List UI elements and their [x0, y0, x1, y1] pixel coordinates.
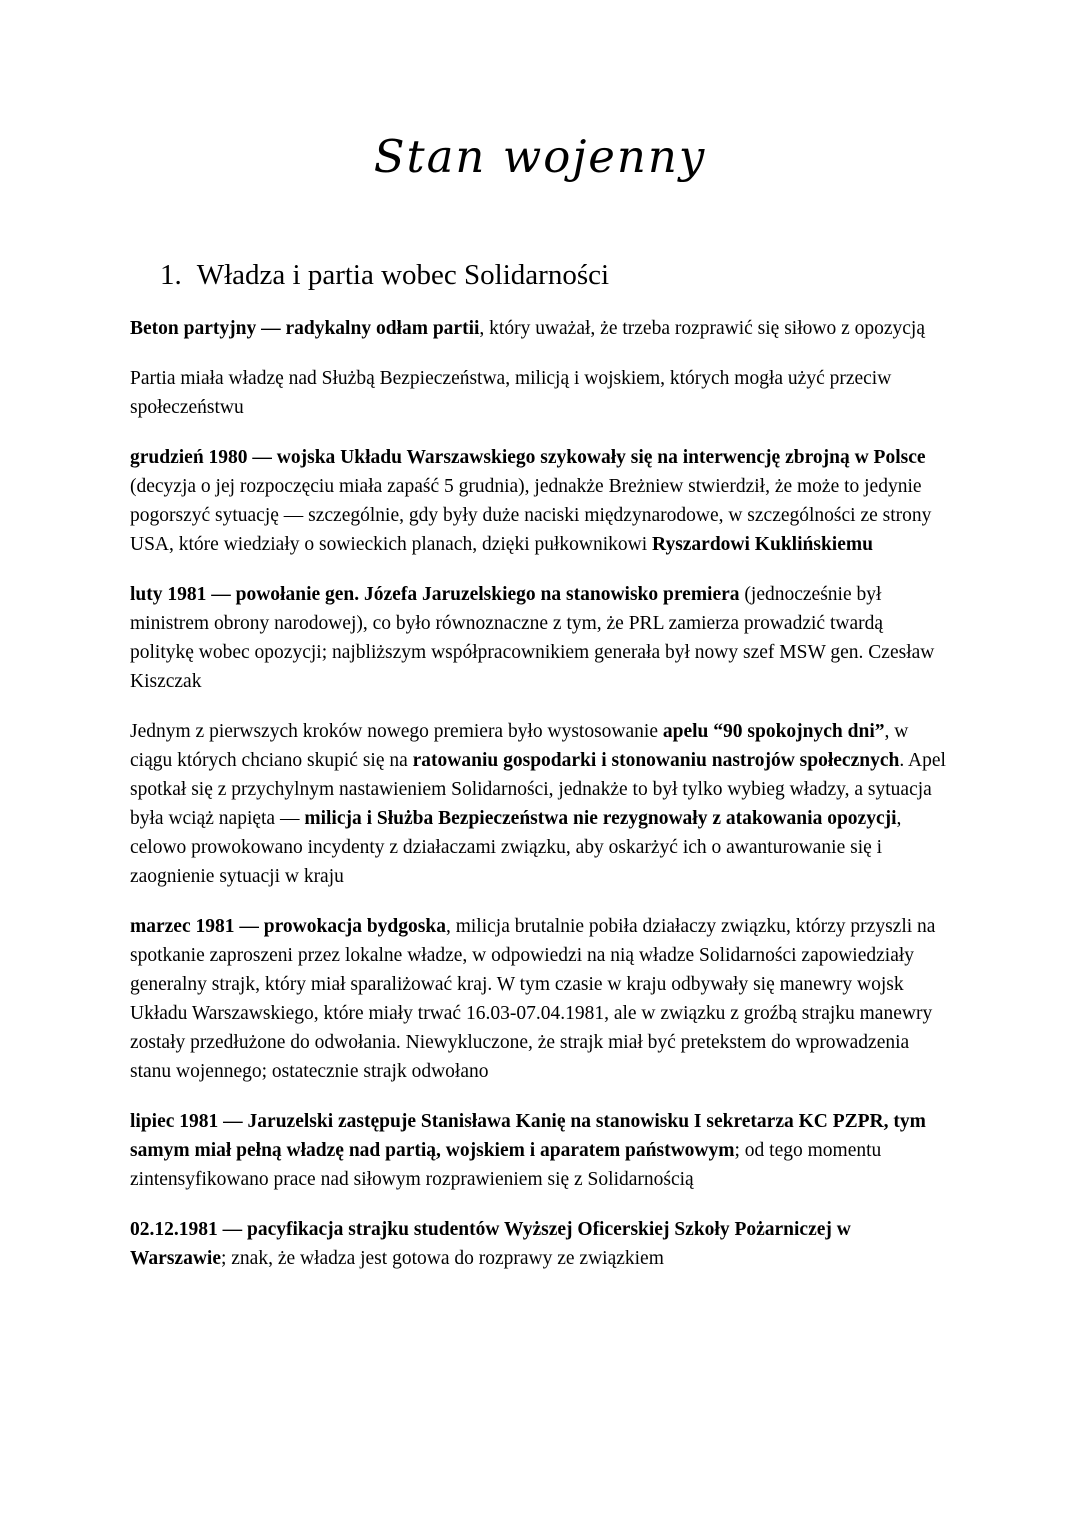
text-run: . Apel spotkał się z przychylnym nastawieniem Solidarności, jednakże to był tylko wybieg władzy, a sytuacja była wciąż napięta — [130, 750, 946, 829]
bold-text-run: Ryszardowi Kuklińskiemu [652, 534, 873, 555]
bold-text-run: 02.12.1981 — pacyfikacja strajku studentów Wyższej Oficerskiej Szkoły Pożarniczej w Warszawie [130, 1219, 851, 1269]
paragraph [130, 717, 950, 891]
document-body [130, 314, 950, 1273]
bold-text-run: grudzień 1980 — wojska Układu Warszawskiego szykowały się na interwencję zbrojną w Polsce [130, 447, 926, 468]
bold-text-run: luty 1981 — powołanie gen. Józefa Jaruzelskiego na stanowisko premiera [130, 584, 740, 605]
bold-text-run: milicja i Służba Bezpieczeństwa nie rezygnowały z atakowania opozycji [304, 808, 897, 829]
text-run: Partia miała władzę nad Służbą Bezpieczeństwa, milicją i wojskiem, których mogła użyć przeciw społeczeństwu [130, 368, 892, 418]
paragraph [130, 1215, 950, 1273]
bold-text-run: ratowaniu gospodarki i stonowaniu nastrojów społecznych [412, 750, 900, 771]
bold-text-run: lipiec 1981 — Jaruzelski zastępuje Stanisława Kanię na stanowisku I sekretarza KC PZPR, tym samym miał pełną władzę nad partią, wojskiem i aparatem państwowym [130, 1111, 926, 1161]
section-number: 1. [160, 259, 182, 291]
bold-text-run: marzec 1981 — prowokacja bydgoska [130, 916, 446, 937]
text-run: , w ciągu których chciano skupić się na [130, 721, 909, 771]
text-run: , który uważał, że trzeba rozprawić się siłowo z opozycją [479, 318, 926, 339]
text-run: , celowo prowokowano incydenty z działaczami związku, aby oskarżyć ich o awanturowanie się i zaognienie sytuacji w kraju [130, 808, 902, 887]
paragraph [130, 314, 950, 343]
text-run: (decyzja o jej rozpoczęciu miała zapaść 5 grudnia), jednakże Breżniew stwierdził, że może to jedynie pogorszyć sytuację — szczególnie, gdy były duże naciski międzynarodowe, w szczególności ze strony USA, które wiedziały o sowieckich planach, dzięki pułkownikowi [130, 476, 932, 555]
document-title: Stan wojenny [373, 130, 707, 183]
paragraph [130, 580, 950, 696]
text-run: , milicja brutalnie pobiła działaczy związku, którzy przyszli na spotkanie zaproszeni przez lokalne władze, w odpowiedzi na nią władze Solidarności zapowiedziały generalny strajk, który miał sparaliżować kraj. W tym czasie w kraju odbywały się manewry wojsk Układu Warszawskiego, które miały trwać 16.03-07.04.1981, ale w związku z groźbą strajku manewry zostały przedłużone do odwołania. Niewykluczone, że strajk miał być pretekstem do wprowadzenia stanu wojennego; ostatecznie strajk odwołano [130, 916, 936, 1082]
paragraph [130, 364, 950, 422]
paragraph [130, 443, 950, 559]
bold-text-run: Beton partyjny — radykalny odłam partii [130, 318, 480, 339]
text-run: Jednym z pierwszych kroków nowego premiera było wystosowanie [130, 721, 663, 742]
text-run: (jednocześnie był ministrem obrony narodowej), co było równoznaczne z tym, że PRL zamierza prowadzić twardą politykę wobec opozycji; najbliższym współpracownikiem generała był nowy szef MSW gen. Czesław Kiszczak [130, 584, 935, 692]
text-run: ; od tego momentu zintensyfikowano prace nad siłowym rozprawieniem się z Solidarnością [130, 1140, 882, 1190]
text-run: ; znak, że władza jest gotowa do rozprawy ze związkiem [220, 1248, 664, 1269]
section-heading [130, 258, 950, 292]
paragraph [130, 912, 950, 1086]
section-heading-text: Władza i partia wobec Solidarności [196, 259, 610, 291]
bold-text-run: apelu “90 spokojnych dni” [662, 721, 885, 742]
paragraph [130, 1107, 950, 1194]
